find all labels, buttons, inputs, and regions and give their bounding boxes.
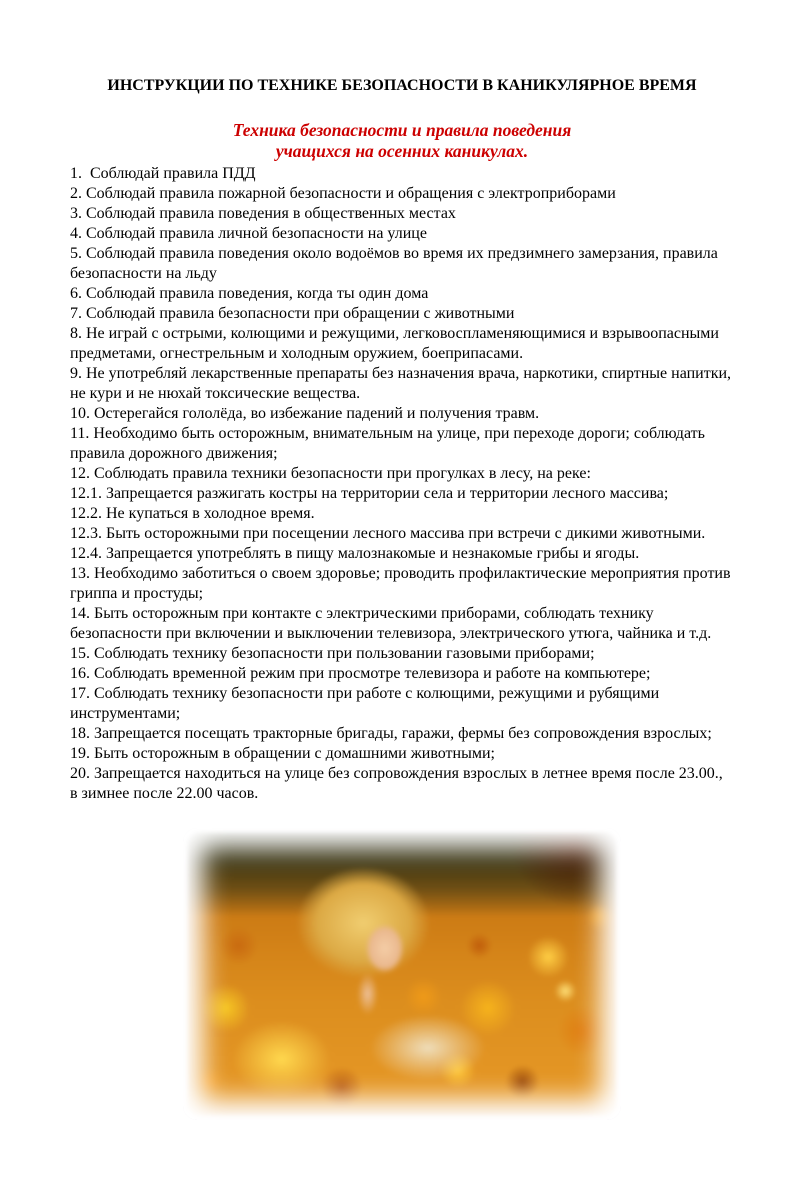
instruction-item: 14. Быть осторожным при контакте с электрическими приборами, соблюдать технику безопасности при включении и выключении телевизора, электрического утюга, чайника и т.д. [70,605,712,642]
instruction-item: 15. Соблюдать технику безопасности при пользовании газовыми приборами; [70,645,595,662]
instruction-item: 6. Соблюдай правила поведения, когда ты один дома [70,285,429,302]
autumn-girl-photo [183,828,621,1120]
instruction-item: 12. Соблюдать правила техники безопасности при прогулках в лесу, на реке: [70,465,591,482]
instruction-item: 4. Соблюдай правила личной безопасности на улице [70,225,427,242]
page-title: ИНСТРУКЦИИ ПО ТЕХНИКЕ БЕЗОПАСНОСТИ В КАНИКУЛЯРНОЕ ВРЕМЯ [107,77,697,94]
instruction-item: 11. Необходимо быть осторожным, внимательным на улице, при переходе дороги; соблюдать правила дорожного движения; [70,425,709,462]
subtitle [70,120,734,162]
instruction-item: 3. Соблюдай правила поведения в общественных местах [70,205,456,222]
autumn-girl-photo-art [187,832,617,1116]
instruction-item: 12.1. Запрещается разжигать костры на территории села и территории лесного массива; [70,485,669,502]
instruction-item: 8. Не играй с острыми, колющими и режущими, легковоспламеняющимися и взрывоопасными предметами, огнестрельным и холодным оружием, боеприпасами. [70,325,723,362]
subtitle-line-1: Техника безопасности и правила поведения [232,120,572,140]
instructions-list [70,164,734,804]
instruction-item: 1. Соблюдай правила ПДД [70,165,256,182]
instruction-item: 13. Необходимо заботиться о своем здоровье; проводить профилактические мероприятия против гриппа и простуды; [70,565,735,602]
instruction-item: 12.2. Не купаться в холодное время. [70,505,315,522]
instruction-item: 17. Соблюдать технику безопасности при работе с колющими, режущими и рубящими инструментами; [70,685,664,722]
instruction-item: 12.3. Быть осторожными при посещении лесного массива при встречи с дикими животными. [70,525,706,542]
subtitle-line-2: учащихся на осенних каникулах. [275,141,529,161]
instruction-item: 20. Запрещается находиться на улице без сопровождения взрослых в летнее время после 23.00., в зимнее после 22.00 часов. [70,765,727,802]
instruction-item: 2. Соблюдай правила пожарной безопасности и обращения с электроприборами [70,185,616,202]
instruction-item: 10. Остерегайся гололёда, во избежание падений и получения травм. [70,405,540,422]
instruction-item: 9. Не употребляй лекарственные препараты без назначения врача, наркотики, спиртные напитки, не кури и не нюхай токсические вещества. [70,365,736,402]
instruction-item: 5. Соблюдай правила поведения около водоёмов во время их предзимнего замерзания, правила безопасности на льду [70,245,722,282]
document-page [0,76,794,1199]
instruction-item: 16. Соблюдать временной режим при просмотре телевизора и работе на компьютере; [70,665,651,682]
instruction-item: 18. Запрещается посещать тракторные бригады, гаражи, фермы без сопровождения взрослых; [70,725,712,742]
instruction-item: 19. Быть осторожным в обращении с домашними животными; [70,745,495,762]
instruction-item: 7. Соблюдай правила безопасности при обращении с животными [70,305,515,322]
instruction-item: 12.4. Запрещается употреблять в пищу малознакомые и незнакомые грибы и ягоды. [70,545,640,562]
